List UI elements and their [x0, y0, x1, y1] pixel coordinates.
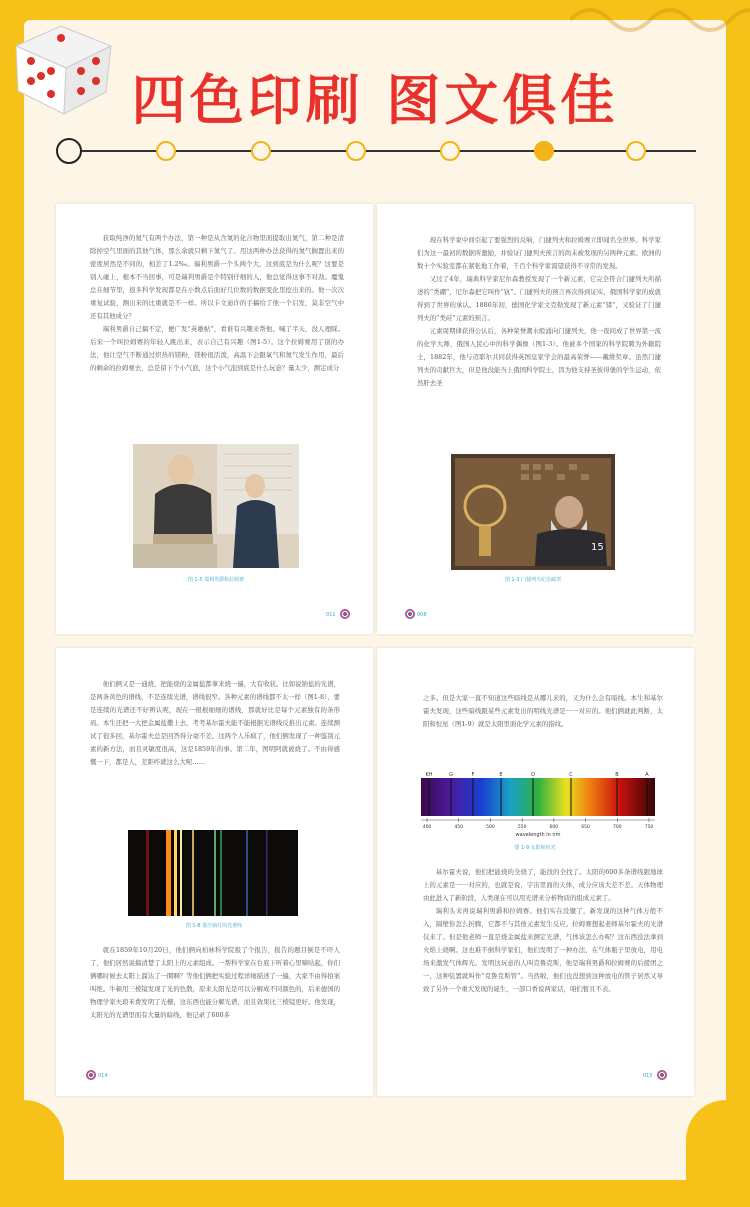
timeline-dot — [346, 141, 366, 161]
page-text — [90, 232, 344, 407]
figure-caption: 图 1-3 门捷列夫纪念邮票 — [504, 577, 562, 583]
timeline-start-circle — [56, 138, 82, 164]
page-number: 011 — [326, 612, 336, 618]
timeline — [56, 138, 696, 164]
spectrum-letter: E — [499, 772, 503, 778]
timeline-dot — [156, 141, 176, 161]
spectrum-tick-label: 750 — [644, 825, 654, 830]
target-icon — [340, 609, 350, 619]
paragraph: 他们俩又是一通烧，把能烧的金属盐都拿来烧一遍，大有收获。比如说钠盐的光谱，是两条黄色的谱线，不是连续光谱，谱线很窄。各种元素的谱线都不太一样（图1-8），要是连续的光谱还不好辨认呢，现在一根根细细的谱线，那就好比是每个元素独有的条形码。本生还把一大把金属盐撒上去，考考基尔霍夫能不能根据光谱线反推出元素。连续测试了很多回，基尔霍夫总是回答得分毫不差。这两个人乐疯了，他们俩发现了一种鉴别元素的新方法，而且灵敏度很高，这是1859年的事。第二年，图明阿就被烧了。不由得感慨一下，都是人，差距咋就这么大呢…… — [90, 680, 340, 766]
spectrum-letter: G — [449, 772, 453, 778]
illustration-sodium-spectrum — [128, 830, 298, 916]
spectrum-tick-label: 600 — [549, 825, 559, 830]
paragraph: 之多。但是大家一直不知道这些暗线是从哪儿来的，又为什么会有暗线。本生和基尔霍夫发现，这些暗线跟某些元素发出的明线光谱是一一对应的。他们俩就此判断，太阳和恒星（图1-9）就是太阳里面化学元素的指纹。 — [423, 694, 663, 728]
timeline-dot — [440, 141, 460, 161]
book-page — [377, 204, 694, 634]
timeline-dot — [251, 141, 271, 161]
target-icon — [86, 1070, 96, 1080]
page-text — [90, 678, 340, 828]
page-number: 008 — [417, 612, 427, 618]
wave-decoration — [570, 0, 750, 40]
spectrum-letter: C — [569, 772, 573, 778]
spectrum-axis-label: wavelength in nm — [515, 832, 561, 838]
page-text — [417, 234, 661, 444]
figure-caption: 图 1-8 低压钠灯的光谱线 — [185, 923, 243, 929]
spectrum-tick-label: 700 — [612, 825, 622, 830]
page-number: 014 — [98, 1073, 108, 1079]
spectrum-letter: F — [471, 772, 475, 778]
figure-caption: 图 1-9 太阳和恒光 — [514, 845, 556, 851]
paragraph: 又过了4年，瑞典科学家尼尔森教授发现了一个新元素，它完全符合门捷列夫所描述的“类硼”，尼尔森把它叫作“钪”。门捷列夫的预言再次得到证实，俄国科学家的成就得到了世界的承认。1886年初，德国化学家文克勒发现了新元素“锗”，又验证了门捷列夫的“类硅”元素的预言。 — [417, 275, 661, 322]
page-text — [423, 866, 663, 1056]
page-number: 015 — [643, 1073, 653, 1079]
svg-text:15: 15 — [591, 542, 604, 553]
spectrum-letter: D — [531, 772, 535, 778]
page-text — [423, 692, 663, 752]
figure-caption: 图 1-5 瑞利男爵和拉姆赛 — [187, 577, 245, 583]
spectrum-tick-label: 500 — [486, 825, 495, 830]
paragraph: 现在科学家中间引起了要强烈的反响，门捷列夫和拉姆赛立即闻名全世界。科学家们为这一最初的数据所激励，并验证门捷列夫预言的尚未被发现的另两种元素。欧洲的数十个实验室都在紧张地工作着，千百个科学家渴望获得不寻常的发现。 — [417, 236, 661, 270]
spectrum-tick-label: 450 — [454, 825, 464, 830]
book-page — [56, 648, 373, 1096]
page-title: 四色印刷 图文俱佳 — [131, 69, 619, 132]
timeline-dot-active — [534, 141, 554, 161]
spectrum-letter: A — [645, 772, 649, 778]
spectrum-letter: B — [615, 772, 619, 778]
book-page — [56, 204, 373, 634]
target-icon — [657, 1070, 667, 1080]
paragraph: 元素周期律获得公认后，各种荣誉潮水般涌向门捷列夫，他一夜间成了世界第一流的化学大师，俄国人民心中的科学偶像（图1-3）。他被多个国家的科学院聘为外籍院士，1882年，他与迈耶尔共同获得英国皇家学会的最高荣誉——戴维奖章。虽然门捷列夫的贡献巨大，但是他没能当上俄国科学院士，因为他支持圣彼得堡的学生运动，依然肝去圣 — [417, 327, 661, 387]
page-text — [90, 944, 340, 1049]
illustration-solar-spectrum — [421, 768, 655, 838]
paragraph: 瑞利头来再说瑞利男爵和拉姆赛。他们实在没辙了，新发现的这种气体万般不入，隔壁你怎么折腾，它都不与其他元素发生反应。拉姆赛想起老师基尔霍夫的光谱仪来了。但是他老师一直是烧金属盐来测定光谱，气体该怎么办呢？这东西没法拿到火焰上烧啊。这也难不倒科学家们，他们发明了一种办法，在气体瓶子里放电，用电场来激发气体辉光。发明这玩意的人叫克鲁克斯，他是瑞利男爵和拉姆赛的后援团之一，这种装置就叫作“克鲁克斯管”。当然啦，他们也没想到这种放电的管子居然又导致了另外一个重大发现的诞生，一部口香说两家话，咱们暂且不表。 — [423, 907, 663, 993]
target-icon — [405, 609, 415, 619]
paragraph: 获取纯净的氮气有两个办法，第一种是从含氮的化合物里面提取出氮气，第二种是清除掉空气里面的其他气体，那么余就只剩下氮气了。用这两种办法获得的氮气搁置出来的密度居然是不同的，相差了1.2‰。瑞利男爵一个头两个大，这到底是为什么呢？这要是别人碰上，根本不当回事，可是瑞利男爵是个特别仔细的人，他总觉得这事不对劲。魔鬼总在细节里，很多科学发现都是在小数点后面好几位数的数据变化里挖出来的。他一次次重复试验，测出来的比重就是不一样。所以卡文迪许的手稿给了他一个启发，莫非空气中还有其他成分？ — [90, 234, 344, 320]
spectrum-tick-label: 650 — [581, 825, 590, 830]
spectrum-tick-label: 550 — [517, 825, 527, 830]
paragraph: 就在1859年10月20日，他们俩向柏林科学院报了个报告，报告的题目倒是不吓人了，他们居然说搞清楚了太阳上的元素组成。一帮科学家在台底下听着心里嘀咕起，你们俩哪时候去太阳上溜达了一圈啊？等他们俩把实验过程详细描述了一遍，大家不由得拍案叫绝。牛顿用三棱镜发现了光的色散，原来太阳光是可以分解成不同颜色的，后来德国的物理学家夫琅禾费发明了光栅，这东西也能分解光谱，而且效果比三棱镜更好。他发现，太阳光的光谱里面有大量的暗线，他记录了600多 — [90, 946, 340, 1019]
timeline-dot — [626, 141, 646, 161]
illustration-scientists — [133, 444, 299, 568]
book-page — [377, 648, 694, 1096]
spectrum-tick-label: 400 — [422, 825, 432, 830]
paragraph: 瑞利男爵自己搞不定，便广发“英雄帖”，看谁有兴趣来帮他。喊了半天，没人理睬。后来一个叫拉姆赛的年轻人跳出来，表示自己有兴趣（图1-5）。这个拉姆赛用了别的办法，他让空气不断通过炽热的镁粉，镁粉很活泼，高温下会跟氧气和氮气发生作用，最后的剩余的拉姆赛去，总是留下个小气泡，这个小气泡到底是什么玩意？量太少，测定成分 — [90, 325, 344, 372]
illustration-stamp — [451, 454, 615, 570]
paragraph: 基尔霍夫说，他们把能烧的全烧了，能找的全找了。太阳的600多条谱线跟地球上的元素是一一对应的，也就是说，宇宙里面的天体，成分应该大差不差。天体物理由此进入了新阶段，人类现在可以用光谱来分析物质的组成元素了。 — [423, 868, 663, 902]
spectrum-letter: KH — [425, 772, 433, 778]
